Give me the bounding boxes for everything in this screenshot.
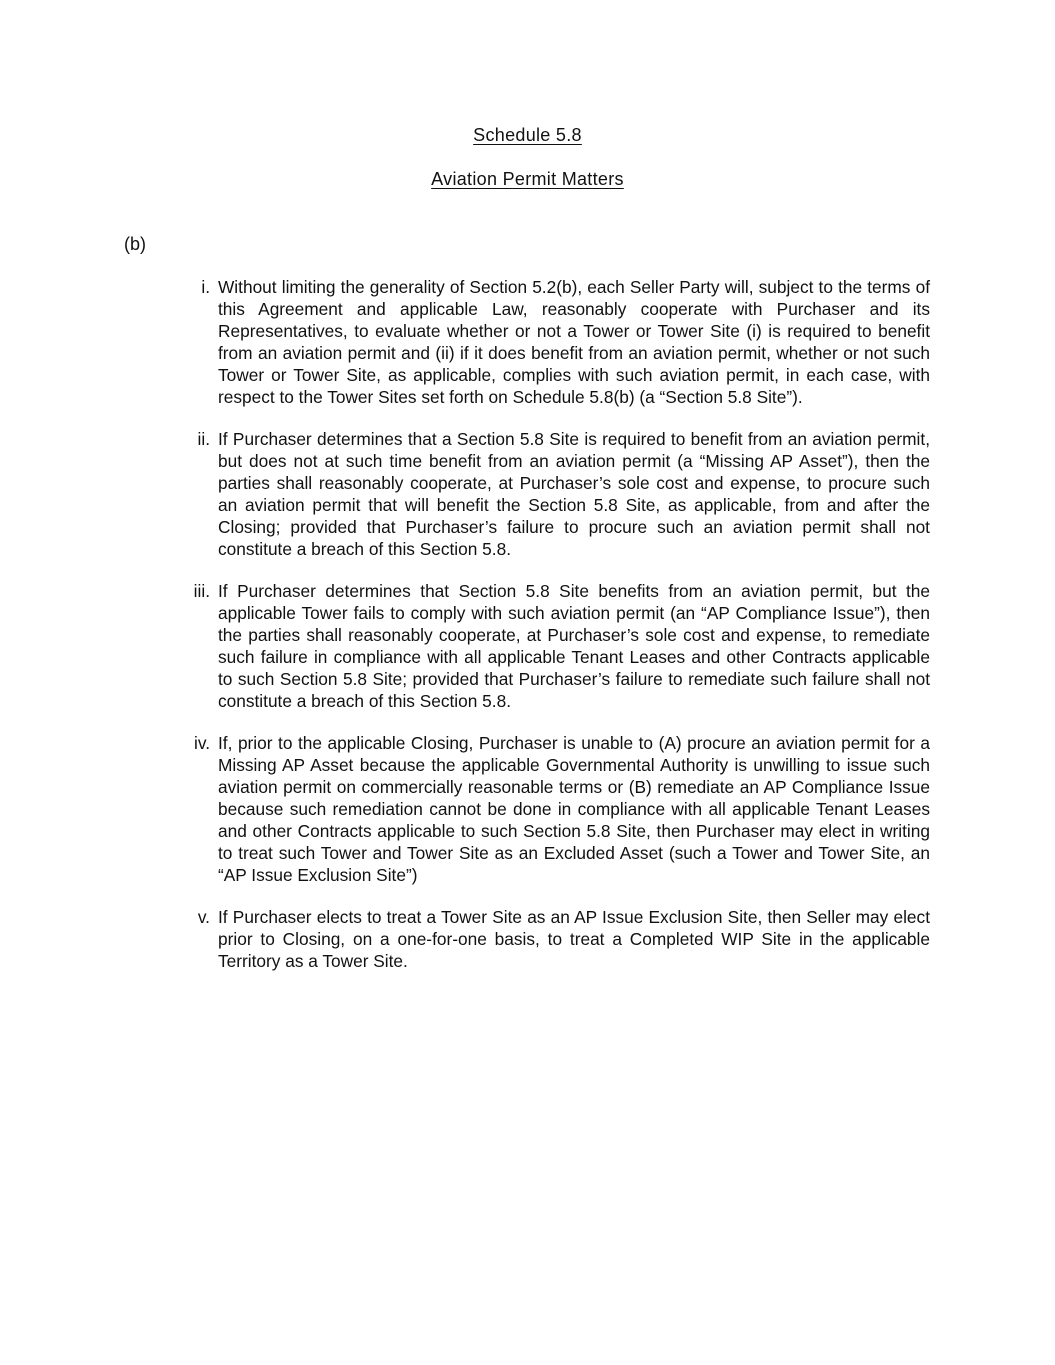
item-text: If, prior to the applicable Closing, Purchaser is unable to (A) procure an aviation permit for a Missing AP Asset because the applicable Governmental Authority is unwilling to issue such aviation permit on commercially reasonable terms or (B) remediate an AP Compliance Issue because such remediation cannot be done in compliance with all applicable Tenant Leases and other Contracts applicable to such Section 5.8 Site, then Purchaser may elect in writing to treat such Tower and Tower Site as an Excluded Asset (such a Tower and Tower Site, an “AP Issue Exclusion Site”): [218, 733, 930, 885]
list-item: [180, 906, 930, 972]
item-text: If Purchaser determines that a Section 5.8 Site is required to benefit from an aviation permit, but does not at such time benefit from an aviation permit (a “Missing AP Asset”), then the parties shall reasonably cooperate, at Purchaser’s sole cost and expense, to procure such an aviation permit that will benefit the Section 5.8 Site, as applicable, from and after the Closing; provided that Purchaser’s failure to procure such an aviation permit shall not constitute a breach of this Section 5.8.: [218, 429, 930, 559]
item-marker: [180, 732, 210, 754]
item-text: If Purchaser determines that Section 5.8 Site benefits from an aviation permit, but the applicable Tower fails to comply with such aviation permit (an “AP Compliance Issue”), then the parties shall reasonably cooperate, at Purchaser’s sole cost and expense, to remediate such failure in compliance with all applicable Tenant Leases and other Contracts applicable to such Section 5.8 Site; provided that Purchaser’s failure to remediate such failure shall not constitute a breach of this Section 5.8.: [218, 581, 930, 711]
item-list: [180, 276, 930, 992]
section-label: (b): [124, 234, 146, 254]
item-text: Without limiting the generality of Section 5.2(b), each Seller Party will, subject to the terms of this Agreement and applicable Law, reasonably cooperate with Purchaser and its Representatives, to evaluate whether or not a Tower or Tower Site (i) is required to benefit from an aviation permit and (ii) if it does benefit from an aviation permit, whether or not such Tower or Tower Site, as applicable, complies with such aviation permit, in each case, with respect to the Tower Sites set forth on Schedule 5.8(b) (a “Section 5.8 Site”).: [218, 277, 930, 407]
item-marker: [180, 906, 210, 928]
list-item: [180, 580, 930, 712]
schedule-title: Schedule 5.8: [473, 125, 582, 145]
item-marker: [180, 428, 210, 450]
list-item: [180, 276, 930, 408]
list-item: [180, 428, 930, 560]
item-marker-label: iv.: [194, 733, 210, 753]
item-marker: [180, 580, 210, 602]
list-item: [180, 732, 930, 886]
item-marker: [180, 276, 210, 298]
item-marker-label: ii.: [197, 429, 210, 449]
item-text: If Purchaser elects to treat a Tower Site as an AP Issue Exclusion Site, then Seller may elect prior to Closing, on a one-for-one basis, to treat a Completed WIP Site in the applicable Territory as a Tower Site.: [218, 907, 930, 971]
schedule-subtitle: Aviation Permit Matters: [431, 169, 624, 189]
item-marker-label: v.: [197, 907, 210, 927]
item-marker-label: i.: [201, 277, 210, 297]
item-marker-label: iii.: [193, 581, 210, 601]
